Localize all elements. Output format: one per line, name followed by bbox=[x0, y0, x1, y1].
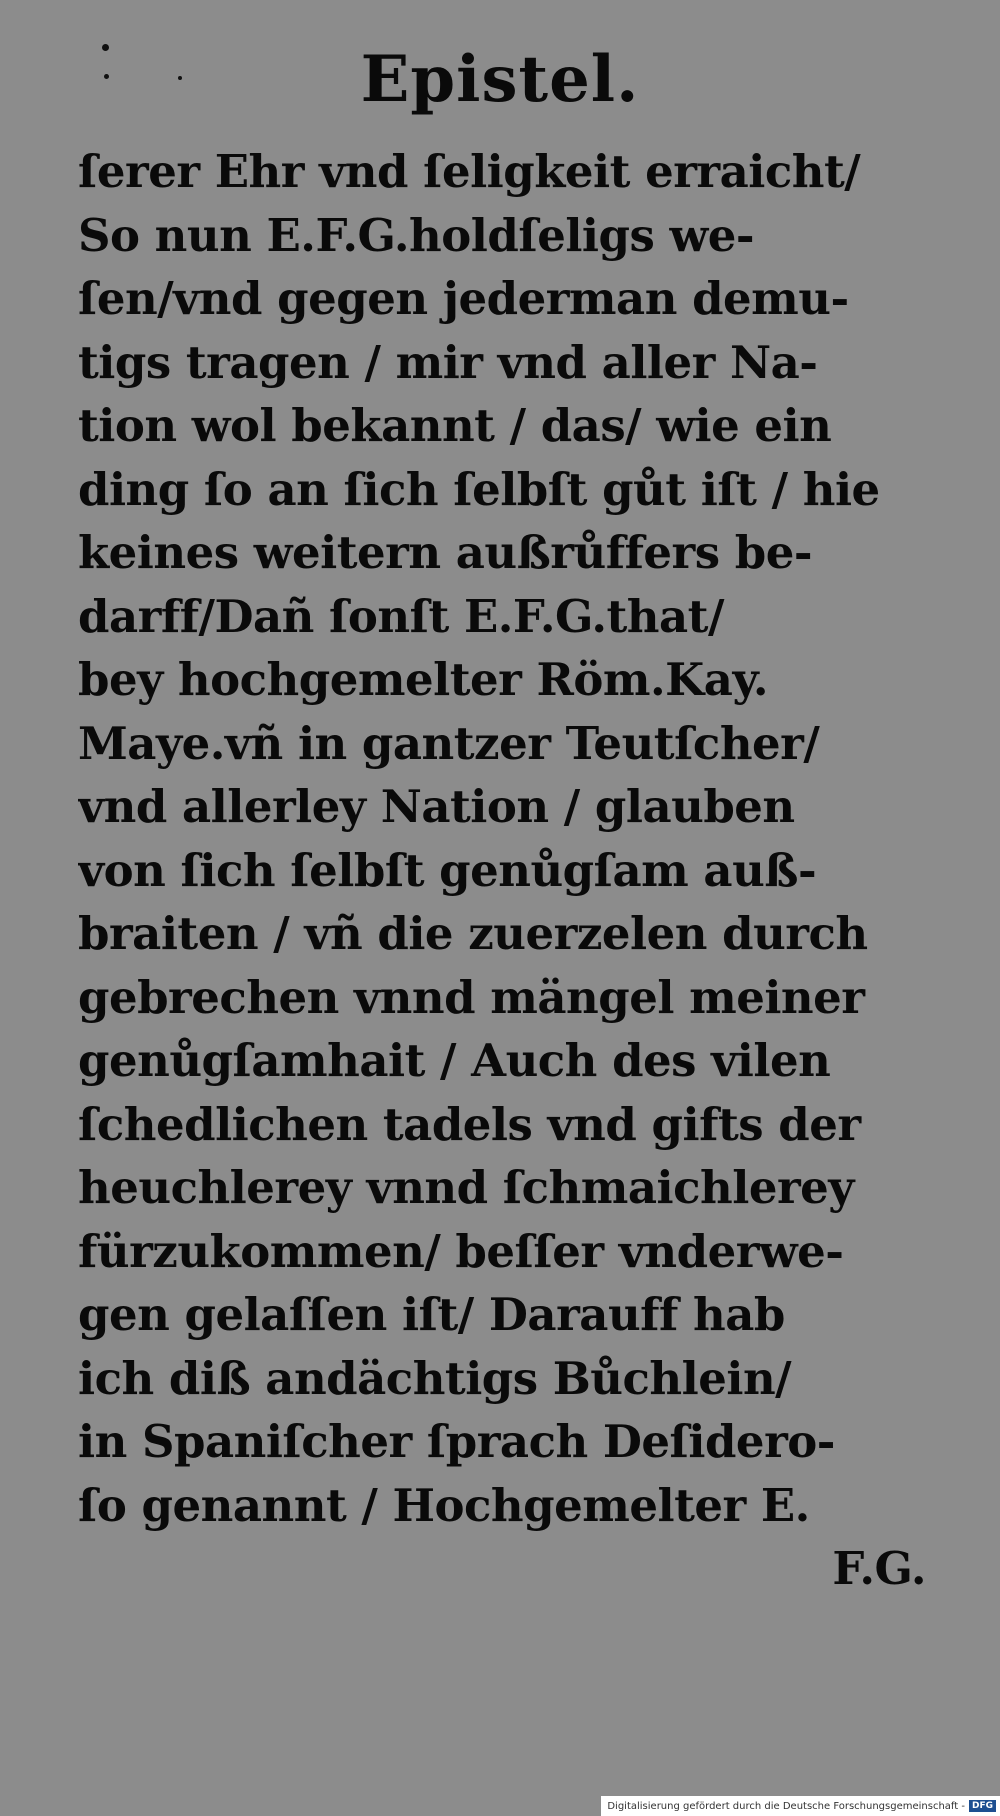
text-line: genůgſamhait / Auch des vilen bbox=[78, 1034, 831, 1087]
body-text bbox=[78, 140, 978, 1601]
text-line: ding ſo an ſich ſelbſt gůt iſt / hie bbox=[78, 462, 880, 516]
text-line: tigs tragen / mir vnd aller Na- bbox=[78, 335, 818, 389]
text-line: darff/Dañ ſonſt E.F.G.that/ bbox=[78, 589, 724, 643]
text-line: vnd allerley Nation / glauben bbox=[78, 780, 795, 833]
text-line: gebrechen vnnd mängel meiner bbox=[78, 970, 865, 1024]
text-line: tion wol bekannt / das/ wie ein bbox=[78, 399, 832, 452]
text-line-catchword: F.G. bbox=[832, 1542, 926, 1595]
text-line: keines weitern außrůffers be- bbox=[78, 526, 813, 579]
text-line: ſchedlichen tadels vnd gifts der bbox=[78, 1097, 861, 1151]
page-heading: Epistel. bbox=[360, 42, 640, 117]
text-line: ſen/vnd gegen jederman demu- bbox=[78, 272, 849, 325]
text-line: fürzukommen/ beſſer vnderwe- bbox=[78, 1224, 844, 1278]
text-line: gen gelaſſen iſt/ Darauff hab bbox=[78, 1288, 785, 1341]
text-line: Maye.vñ in gantzer Teutſcher/ bbox=[78, 716, 820, 770]
text-line: von ſich ſelbſt genůgſam auß- bbox=[78, 843, 817, 897]
text-line: heuchlerey vnnd ſchmaichlerey bbox=[78, 1161, 854, 1214]
footer-credit-text: Digitalisierung gefördert durch die Deutsche Forschungsgemeinschaft - bbox=[607, 1800, 965, 1812]
text-line: So nun E.F.G.holdſeligs we- bbox=[78, 208, 755, 262]
text-line: ſo genannt / Hochgemelter E. bbox=[78, 1478, 810, 1532]
text-line: in Spaniſcher ſprach Deſidero- bbox=[78, 1415, 835, 1468]
text-line: bey hochgemelter Röm.Kay. bbox=[78, 653, 769, 706]
text-line: braiten / vñ die zuerzelen durch bbox=[78, 907, 868, 960]
dfg-logo: DFG bbox=[969, 1800, 996, 1812]
text-line: ich diß andächtigs Bůchlein/ bbox=[78, 1351, 792, 1405]
text-line: ſerer Ehr vnd ſeligkeit erraicht/ bbox=[78, 145, 861, 198]
digitization-footer bbox=[601, 1796, 1000, 1816]
